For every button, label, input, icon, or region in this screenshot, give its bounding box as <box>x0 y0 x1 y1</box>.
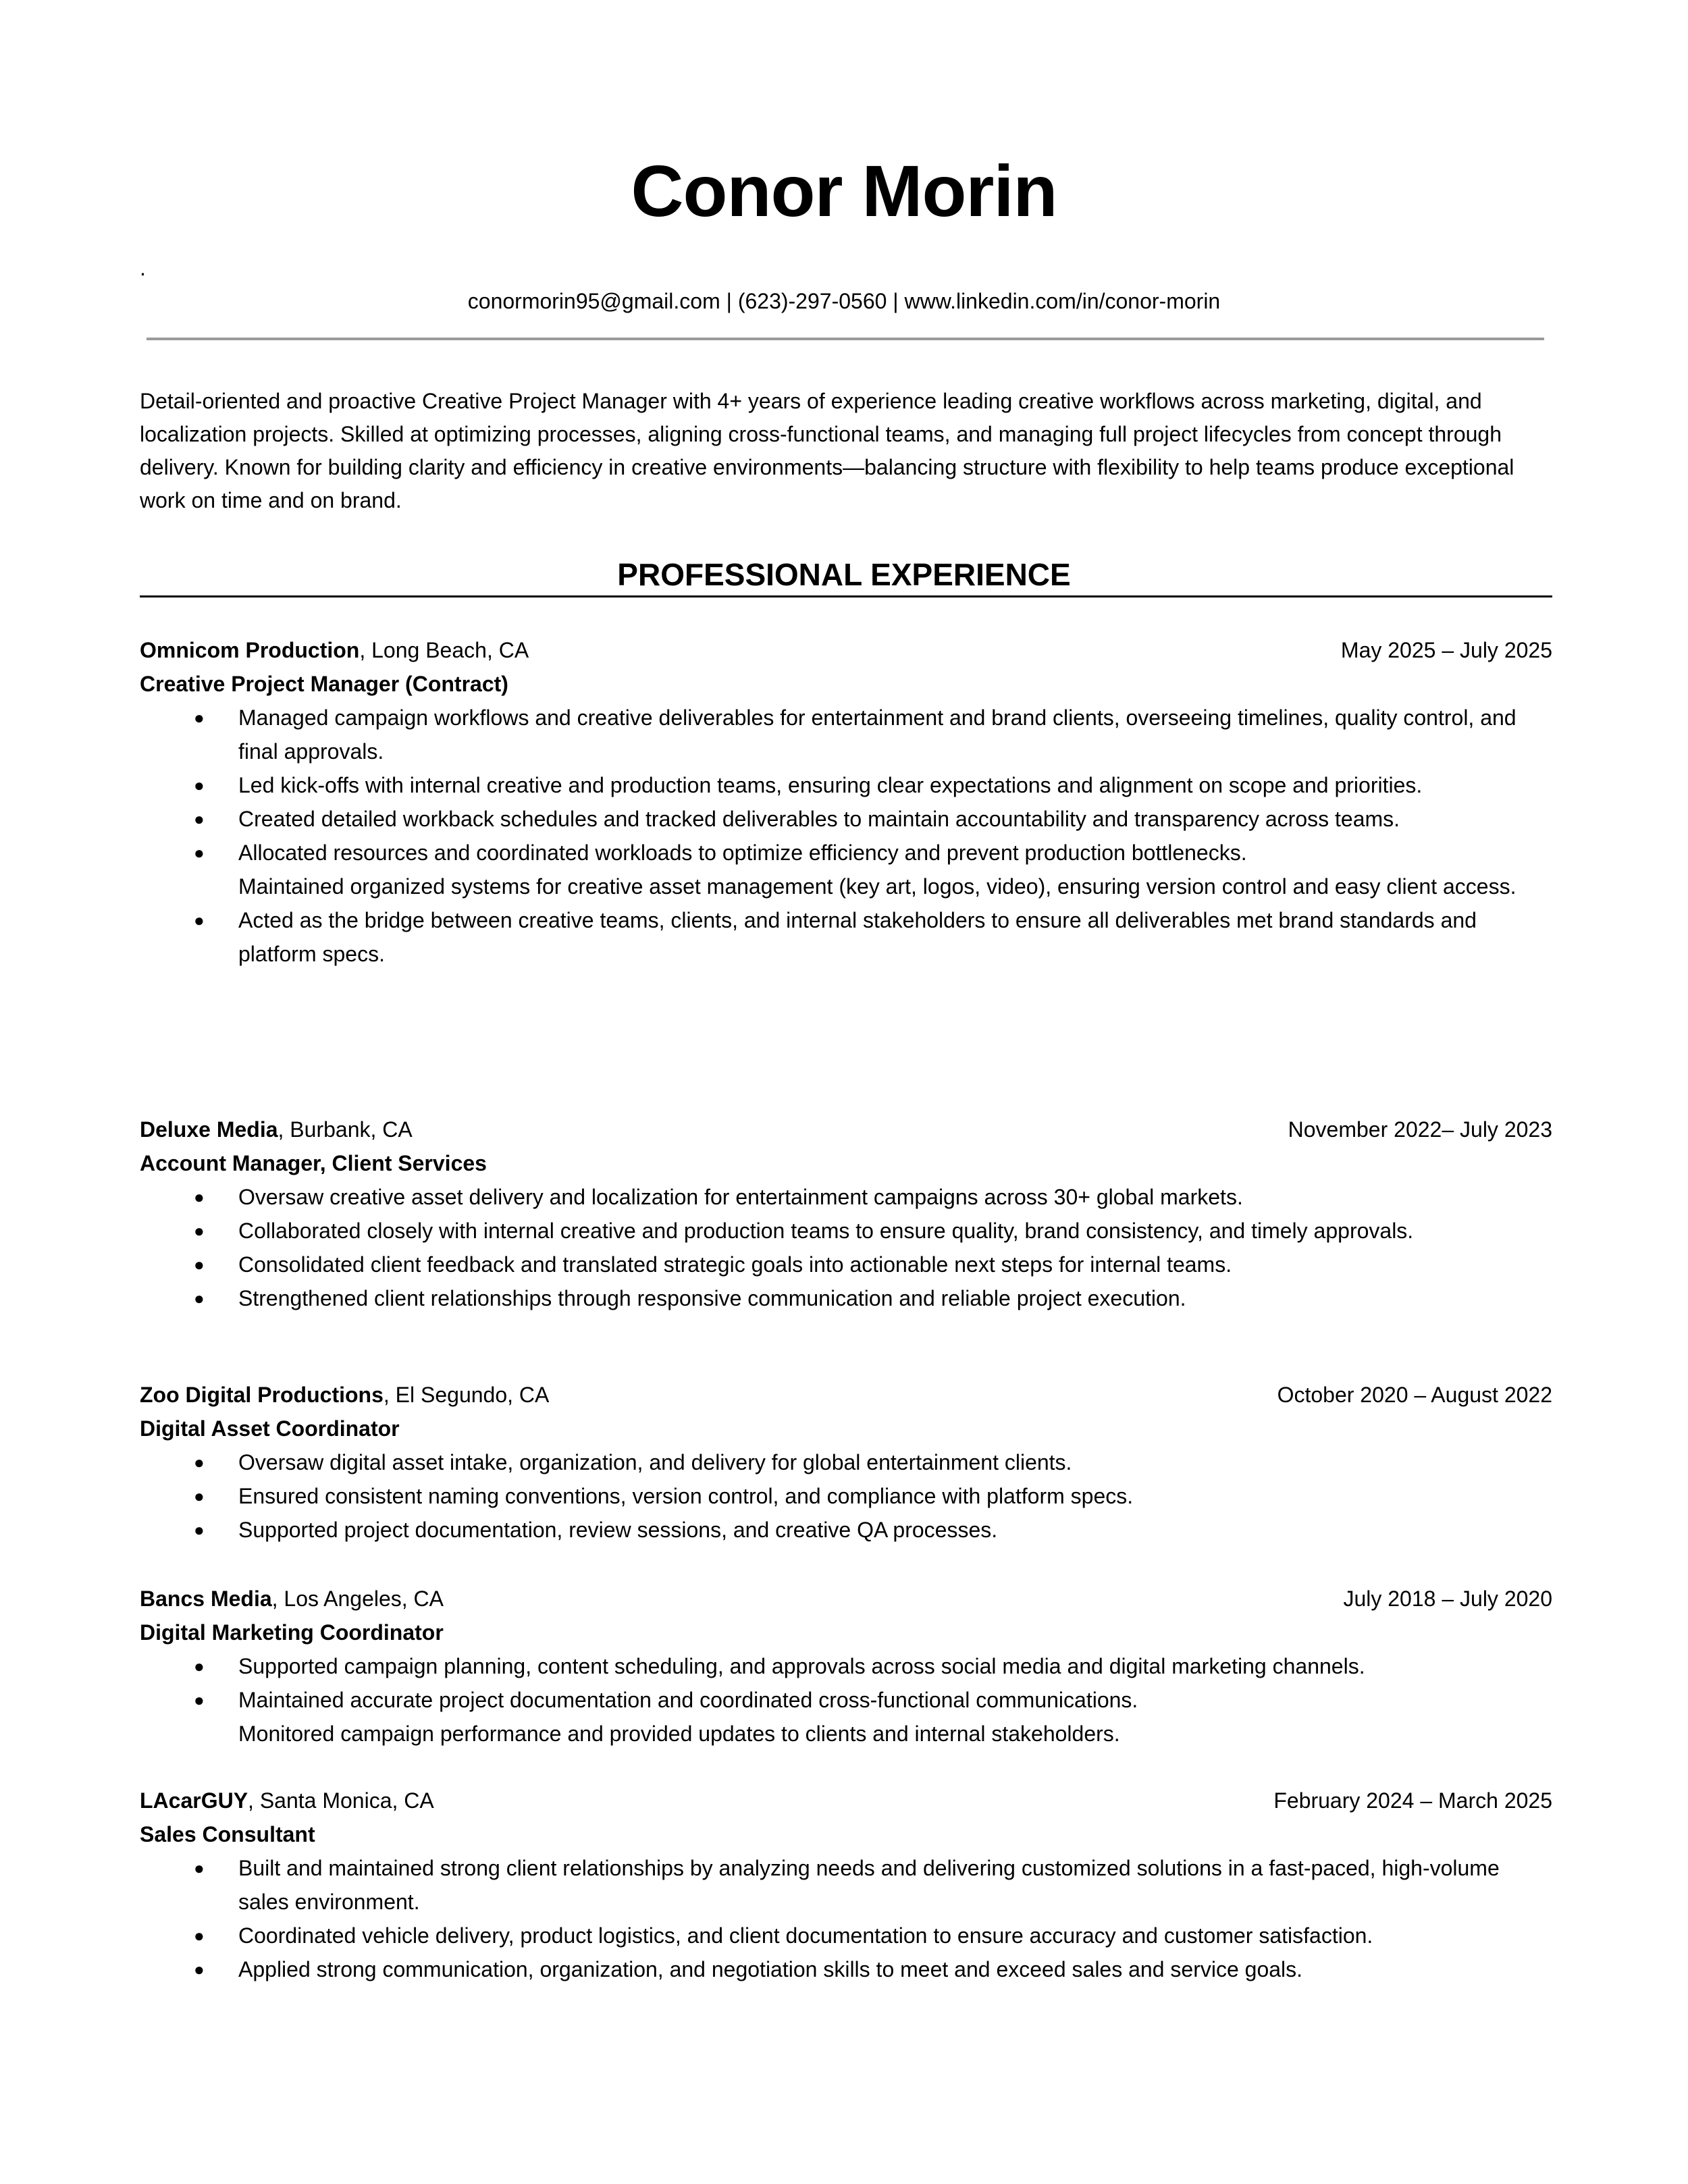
job-location: , Santa Monica, CA <box>248 1788 434 1813</box>
bullet-icon: ● <box>194 1656 205 1676</box>
job-entry <box>140 633 1552 971</box>
job-title: Account Manager, Client Services <box>140 1151 487 1175</box>
job-location: , Burbank, CA <box>278 1117 413 1142</box>
bullet-item <box>140 1683 1552 1717</box>
bullet-icon: ● <box>194 843 205 863</box>
section-divider <box>140 595 1552 597</box>
bullet-icon: ● <box>194 1288 205 1308</box>
bullet-item <box>140 836 1552 870</box>
bullet-text: Ensured consistent naming conventions, version control, and compliance with platform specs. <box>238 1484 1134 1508</box>
bullet-item <box>140 1479 1552 1513</box>
bullet-text: Oversaw digital asset intake, organization, and delivery for global entertainment clients. <box>238 1450 1072 1474</box>
bullet-text: Maintained organized systems for creative asset management (key art, logos, video), ensuring version control and easy client access. <box>238 874 1516 899</box>
stray-mark: . <box>140 256 146 280</box>
bullet-item <box>140 1180 1552 1214</box>
bullet-text: Led kick-offs with internal creative and production teams, ensuring clear expectations and alignment on scope and priorities. <box>238 773 1423 797</box>
company-name: Omnicom Production <box>140 638 360 662</box>
job-bullets <box>140 1649 1552 1751</box>
bullet-text: Applied strong communication, organization, and negotiation skills to meet and exceed sales and service goals. <box>238 1957 1303 1981</box>
company-name: Bancs Media <box>140 1587 272 1611</box>
bullet-text: Acted as the bridge between creative teams, clients, and internal stakeholders to ensure all deliverables met brand standards and platform specs. <box>238 908 1477 966</box>
job-bullets <box>140 1180 1552 1315</box>
bullet-item <box>140 701 1552 768</box>
company-name: Zoo Digital Productions <box>140 1383 384 1407</box>
job-header <box>140 1378 1552 1412</box>
bullet-text: Consolidated client feedback and translated strategic goals into actionable next steps for internal teams. <box>238 1252 1232 1277</box>
job-bullets <box>140 701 1552 971</box>
bullet-text: Collaborated closely with internal creative and production teams to ensure quality, brand consistency, and timely approvals. <box>238 1219 1414 1243</box>
bullet-item <box>140 768 1552 802</box>
bullet-text: Maintained accurate project documentation and coordinated cross-functional communications. <box>238 1688 1138 1712</box>
job-dates: February 2024 – March 2025 <box>1273 1788 1552 1813</box>
bullet-text: Monitored campaign performance and provided updates to clients and internal stakeholders. <box>238 1722 1120 1746</box>
job-bullets <box>140 1851 1552 1986</box>
job-bullets <box>140 1445 1552 1547</box>
job-employer <box>140 1113 413 1146</box>
candidate-name: Conor Morin <box>631 150 1057 232</box>
bullet-item <box>140 1445 1552 1479</box>
bullet-text: Allocated resources and coordinated workloads to optimize efficiency and prevent production bottlenecks. <box>238 841 1247 865</box>
job-header <box>140 1582 1552 1616</box>
bullet-item <box>140 1248 1552 1281</box>
job-employer <box>140 633 529 667</box>
bullet-text: Supported campaign planning, content scheduling, and approvals across social media and digital marketing channels. <box>238 1654 1365 1678</box>
bullet-icon: ● <box>194 910 205 930</box>
job-entry <box>140 1378 1552 1547</box>
bullet-item <box>140 1851 1552 1919</box>
bullet-item <box>140 1281 1552 1315</box>
bullet-icon: ● <box>194 1959 205 1979</box>
bullet-text: Managed campaign workflows and creative deliverables for entertainment and brand clients, overseeing timelines, quality control, and final approvals. <box>238 705 1516 764</box>
bullet-icon: ● <box>194 1486 205 1506</box>
header-divider <box>147 338 1544 340</box>
bullet-icon: ● <box>194 1221 205 1241</box>
job-title: Sales Consultant <box>140 1822 315 1846</box>
job-entry <box>140 1113 1552 1315</box>
bullet-item <box>140 1513 1552 1547</box>
bullet-text: Supported project documentation, review sessions, and creative QA processes. <box>238 1518 998 1542</box>
bullet-icon: ● <box>194 708 205 728</box>
bullet-icon: ● <box>194 1254 205 1275</box>
job-dates: November 2022– July 2023 <box>1288 1117 1552 1142</box>
job-title: Digital Marketing Coordinator <box>140 1620 444 1645</box>
contact-line: conormorin95@gmail.com | (623)-297-0560 | www.linkedin.com/in/conor-morin <box>467 289 1221 313</box>
bullet-item <box>140 802 1552 836</box>
job-employer <box>140 1378 549 1412</box>
bullet-icon: ● <box>194 1187 205 1207</box>
bullet-icon: ● <box>194 809 205 829</box>
bullet-item <box>140 1952 1552 1986</box>
bullet-icon: ● <box>194 775 205 795</box>
bullet-item <box>140 870 1552 903</box>
bullet-icon: ● <box>194 1925 205 1946</box>
bullet-text: Built and maintained strong client relationships by analyzing needs and delivering customized solutions in a fast-paced, high-volume sales environment. <box>238 1856 1500 1914</box>
job-location: , Long Beach, CA <box>359 638 529 662</box>
bullet-icon: ● <box>194 1690 205 1710</box>
company-name: Deluxe Media <box>140 1117 278 1142</box>
bullet-item <box>140 1214 1552 1248</box>
job-header <box>140 633 1552 667</box>
job-title: Digital Asset Coordinator <box>140 1416 400 1441</box>
section-heading-experience: PROFESSIONAL EXPERIENCE <box>617 557 1071 592</box>
bullet-text: Created detailed workback schedules and tracked deliverables to maintain accountability and transparency across teams. <box>238 807 1400 831</box>
job-location: , El Segundo, CA <box>383 1383 550 1407</box>
bullet-icon: ● <box>194 1858 205 1878</box>
company-name: LAcarGUY <box>140 1788 248 1813</box>
bullet-text: Coordinated vehicle delivery, product logistics, and client documentation to ensure accuracy and customer satisfaction. <box>238 1923 1373 1948</box>
bullet-icon: ● <box>194 1452 205 1472</box>
bullet-item <box>140 1919 1552 1952</box>
job-header <box>140 1113 1552 1146</box>
job-location: , Los Angeles, CA <box>271 1587 444 1611</box>
job-dates: July 2018 – July 2020 <box>1343 1587 1552 1611</box>
job-title: Creative Project Manager (Contract) <box>140 672 508 696</box>
job-entry <box>140 1582 1552 1751</box>
bullet-item <box>140 903 1552 971</box>
job-employer <box>140 1784 434 1817</box>
job-header <box>140 1784 1552 1817</box>
job-dates: May 2025 – July 2025 <box>1340 638 1552 662</box>
bullet-item <box>140 1717 1552 1751</box>
professional-summary: Detail-oriented and proactive Creative Project Manager with 4+ years of experience leading creative workflows across marketing, digital, and localization projects. Skilled at optimizing processes, aligning cross-functional teams, and managing full project lifecycles from concept through delivery. Known for building clarity and efficiency in creative environments—balancing structure with flexibility to help teams produce exceptional work on time and on brand. <box>140 389 1514 512</box>
bullet-icon: ● <box>194 1520 205 1540</box>
job-entry <box>140 1784 1552 1986</box>
job-employer <box>140 1582 444 1616</box>
bullet-text: Oversaw creative asset delivery and localization for entertainment campaigns across 30+ global markets. <box>238 1185 1243 1209</box>
bullet-item <box>140 1649 1552 1683</box>
job-dates: October 2020 – August 2022 <box>1277 1383 1552 1407</box>
bullet-text: Strengthened client relationships through responsive communication and reliable project execution. <box>238 1286 1186 1310</box>
